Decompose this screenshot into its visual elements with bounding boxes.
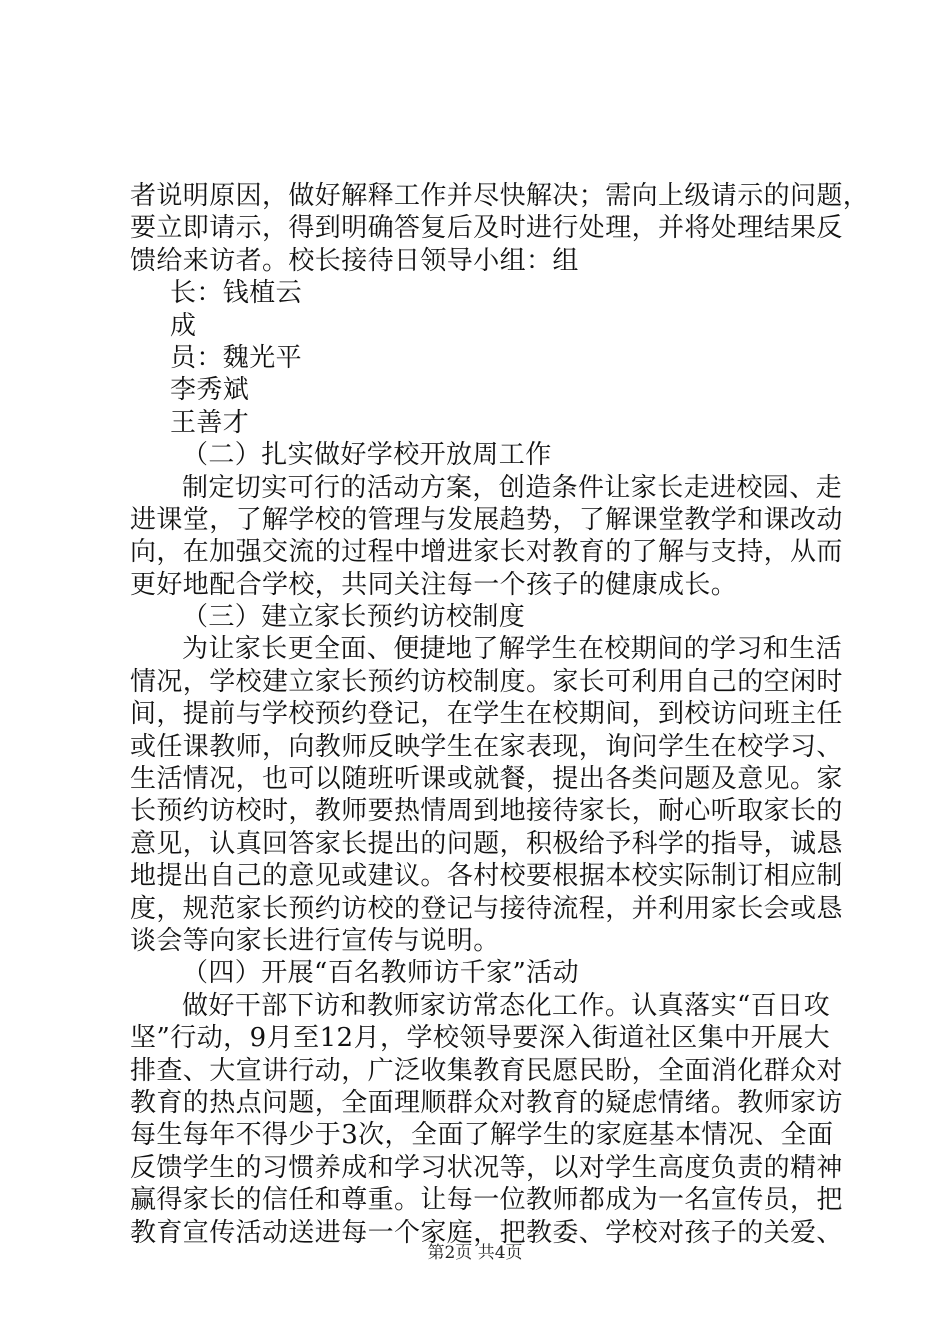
text-line: 情况，学校建立家长预约访校制度。家长可利用自己的空闲时 [130,666,843,697]
text-line: （四）开展“百名教师访千家”活动 [182,958,579,989]
text-line: 成 [170,310,197,341]
text-line: 坚”行动，9月至12月，学校领导要深入街道社区集中开展大 [130,1023,830,1054]
text-line: 赢得家长的信任和尊重。让每一位教师都成为一名宣传员，把 [130,1185,843,1216]
text-line: 制定切实可行的活动方案，创造条件让家长走进校园、走 [182,472,843,503]
text-line: 生活情况，也可以随班听课或就餐，提出各类问题及意见。家 [130,764,843,795]
text-line: 更好地配合学校，共同关注每一个孩子的健康成长。 [130,569,738,600]
text-line: 地提出自己的意见或建议。各村校要根据本校实际制订相应制 [130,861,843,892]
text-line: 长：钱植云 [170,278,303,309]
text-line: 教育的热点问题，全面理顺群众对教育的疑虑情绪。教师家访 [130,1087,843,1118]
text-line: 馈给来访者。校长接待日领导小组：组 [130,245,579,276]
text-line: 者说明原因，做好解释工作并尽快解决；需向上级请示的问题， [130,181,870,211]
text-line: 反馈学生的习惯养成和学习状况等，以对学生高度负责的精神 [130,1152,843,1183]
text-line: 教育宣传活动送进每一个家庭，把教委、学校对孩子的关爱、 [130,1217,843,1248]
page-footer: 第2页 共4页 [427,1243,523,1263]
document-body [130,180,870,1249]
text-line: 进课堂，了解学校的管理与发展趋势，了解课堂教学和课改动 [130,504,843,535]
text-line: 间，提前与学校预约登记，在学生在校期间，到校访问班主任 [130,699,843,730]
text-line: 意见，认真回答家长提出的问题，积极给予科学的指导，诚恳 [130,828,843,859]
text-line: 员：魏光平 [170,342,303,373]
text-line: 长预约访校时，教师要热情周到地接待家长，耐心听取家长的 [130,796,843,827]
text-line: 要立即请示，得到明确答复后及时进行处理，并将处理结果反 [130,213,843,244]
text-line: 李秀斌 [170,375,250,406]
text-line: 向，在加强交流的过程中增进家长对教育的了解与支持，从而 [130,537,843,568]
text-line: 谈会等向家长进行宣传与说明。 [130,925,500,956]
text-line: （二）扎实做好学校开放周工作 [182,440,552,471]
text-line: 或任课教师，向教师反映学生在家表现，询问学生在校学习、 [130,731,843,762]
text-line: 做好干部下访和教师家访常态化工作。认真落实“百日攻 [182,990,830,1021]
text-line: 王善才 [170,407,250,438]
text-line: 每生每年不得少于3次，全面了解学生的家庭基本情况、全面 [130,1120,834,1151]
text-line: 排查、大宣讲行动，广泛收集教育民愿民盼，全面消化群众对 [130,1055,843,1086]
text-line: （三）建立家长预约访校制度 [182,602,526,633]
text-line: 为让家长更全面、便捷地了解学生在校期间的学习和生活 [182,634,843,665]
text-line: 度，规范家长预约访校的登记与接待流程，并利用家长会或恳 [130,893,843,924]
